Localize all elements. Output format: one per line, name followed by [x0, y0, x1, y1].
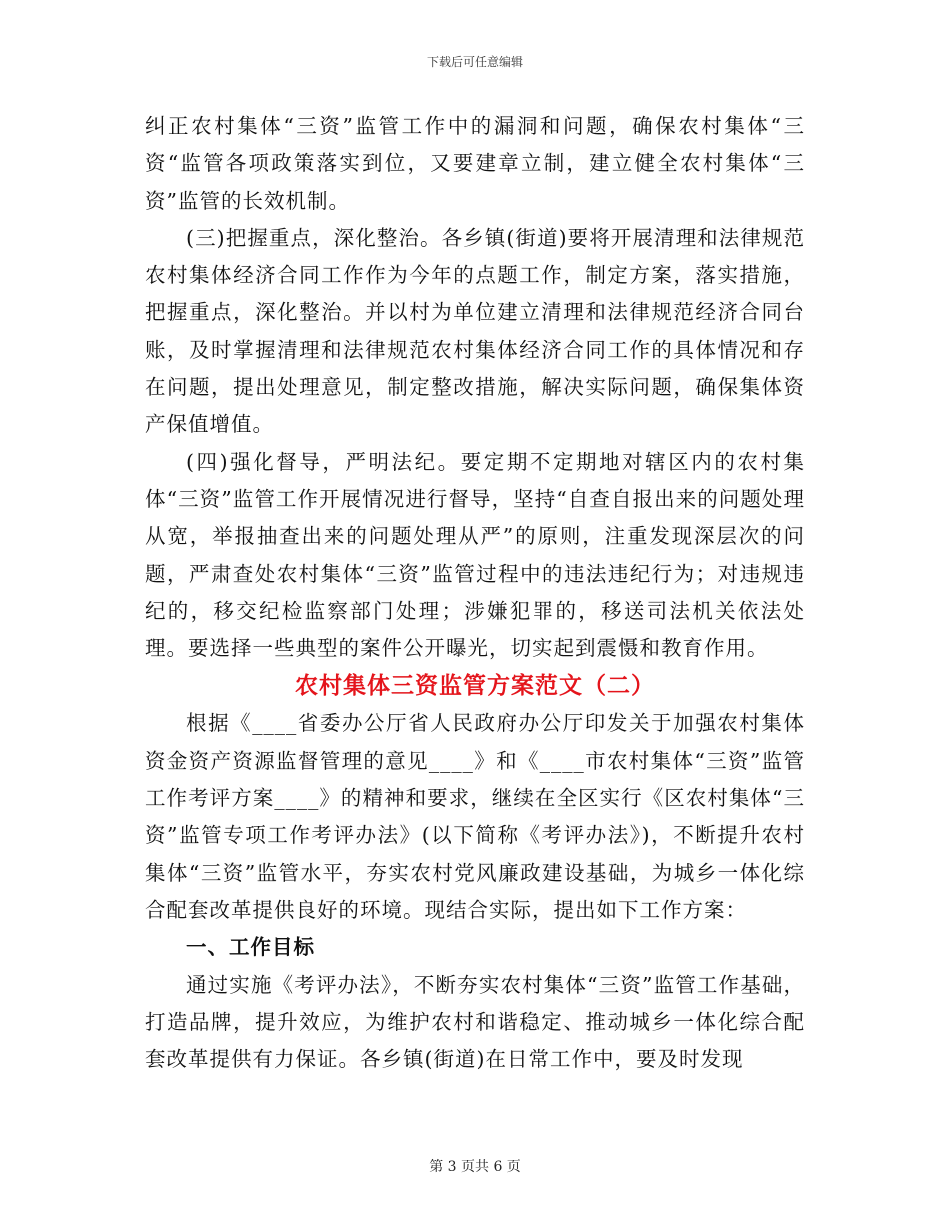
paragraph-continuation: 纠正农村集体“三资”监管工作中的漏洞和问题，确保农村集体“三资“监管各项政策落实到位，又要建章立制，建立健全农村集体“三资”监管的长效机制。	[145, 114, 805, 213]
paragraph-section-four: (四)强化督导，严明法纪。要定期不定期地对辖区内的农村集体“三资”监管工作开展情况进行督导，坚持“自查自报出来的问题处理从宽，举报抽查出来的问题处理从严”的原则，注重发现深层次的问题，严肃查处农村集体“三资”监管过程中的违法违纪行为；对违规违纪的，移交纪检监察部门处理；涉嫌犯罪的，移送司法机关依法处理。要选择一些典型的案件公开曝光，切实起到震慑和教育作用。	[145, 449, 805, 661]
page-number: 第 3 页共 6 页	[429, 1159, 521, 1175]
page-header-note: 下载后可任意编辑	[426, 55, 523, 69]
paragraph-work-goals: 通过实施《考评办法》，不断夯实农村集体“三资”监管工作基础，打造品牌，提升效应，为维护农村和谐稳定、推动城乡一体化综合配套改革提供有力保证。各乡镇(街道)在日常工作中，要及时发现	[145, 972, 805, 1072]
subheading-work-goals: 一、工作目标	[186, 935, 315, 960]
section-title: 农村集体三资监管方案范文（二）	[295, 673, 655, 700]
paragraph-intro: 根据《____省委办公厅省人民政府办公厅印发关于加强农村集体资金资产资源监督管理的意见____》和《____市农村集体“三资”监管工作考评方案____》的精神和要求，继续在全区实行《区农村集体“三资”监管专项工作考评办法》(以下简称《考评办法》)，不断提升农村集体“三资”监管水平，夯实农村党风廉政建设基础，为城乡一体化综合配套改革提供良好的环境。现结合实际，提出如下工作方案：	[145, 711, 805, 922]
document-body	[145, 108, 805, 1078]
paragraph-section-three: (三)把握重点，深化整治。各乡镇(街道)要将开展清理和法律规范农村集体经济合同工作作为今年的点题工作，制定方案，落实措施，把握重点，深化整治。并以村为单位建立清理和法律规范经济合同台账，及时掌握清理和法律规范农村集体经济合同工作的具体情况和存在问题，提出处理意见，制定整改措施，解决实际问题，确保集体资产保值增值。	[145, 225, 805, 437]
